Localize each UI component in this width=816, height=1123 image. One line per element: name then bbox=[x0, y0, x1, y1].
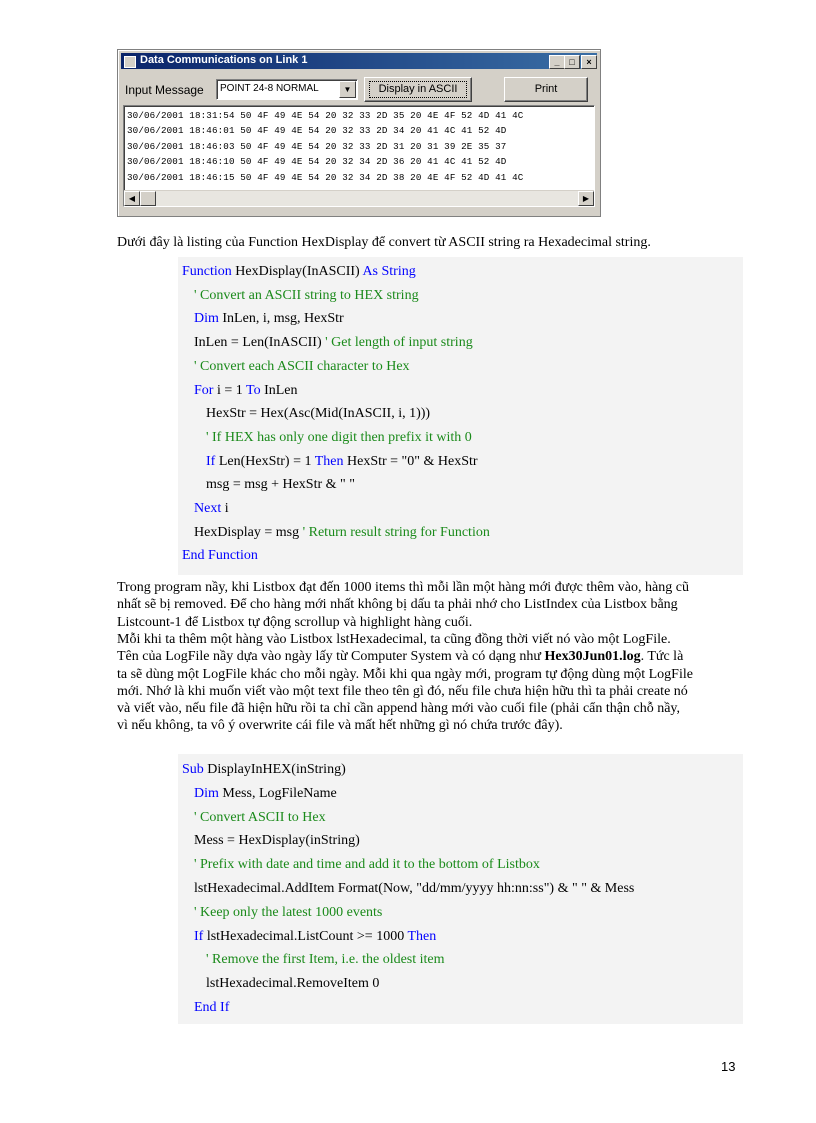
code-keyword: Sub bbox=[182, 762, 204, 777]
input-message-label: Input Message bbox=[125, 83, 204, 97]
code-keyword: Dim bbox=[194, 311, 219, 327]
page-number: 13 bbox=[721, 1059, 736, 1074]
code-comment: ' Convert ASCII to Hex bbox=[194, 809, 326, 825]
code-comment: ' If HEX has only one digit then prefix it with 0 bbox=[206, 429, 472, 445]
scroll-right-icon[interactable]: ▶ bbox=[578, 191, 594, 206]
code-line bbox=[206, 477, 355, 493]
display-in-ascii-button[interactable] bbox=[364, 77, 472, 102]
code-keyword: Function bbox=[182, 264, 232, 279]
code-line bbox=[182, 264, 416, 280]
code-line bbox=[194, 833, 360, 849]
code-line bbox=[206, 454, 478, 470]
code-line bbox=[182, 548, 258, 564]
code-line bbox=[194, 501, 229, 517]
input-message-combo[interactable] bbox=[216, 79, 358, 100]
scroll-left-icon[interactable]: ◀ bbox=[124, 191, 140, 206]
code-keyword: If bbox=[206, 453, 216, 469]
listbox-rows bbox=[127, 108, 523, 185]
code-keyword: Next bbox=[194, 501, 222, 516]
code-text: DisplayInHEX(inString) bbox=[203, 762, 346, 777]
code-text: HexDisplay = msg bbox=[194, 524, 303, 540]
code-text: HexStr = Hex(Asc(Mid(InASCII, i, 1))) bbox=[206, 406, 431, 422]
code-line bbox=[194, 857, 540, 873]
code-text: HexDisplay(InASCII) bbox=[231, 264, 363, 279]
code-comment: ' Prefix with date and time and add it to the bottom of Listbox bbox=[194, 857, 540, 873]
paragraph-line: mới. Nhớ là khi muốn viết vào một text file theo tên gì đó, nếu file chưa hiện hữu thì ta phải create nó bbox=[117, 683, 688, 699]
code-keyword: End If bbox=[194, 1000, 230, 1015]
intro-paragraph: Dưới đây là listing của Function HexDisplay để convert từ ASCII string ra Hexadecimal string. bbox=[117, 235, 651, 250]
code-text: HexStr = "0" & HexStr bbox=[343, 453, 478, 469]
print-button[interactable]: Print bbox=[504, 77, 588, 102]
code-line bbox=[182, 762, 346, 778]
code-line bbox=[206, 430, 472, 446]
combo-value: POINT 24-8 NORMAL bbox=[220, 83, 319, 94]
horizontal-scrollbar[interactable] bbox=[124, 190, 594, 206]
code-line bbox=[194, 525, 490, 541]
code-keyword: Then bbox=[407, 928, 437, 944]
list-item[interactable]: 30/06/2001 18:46:01 50 4F 49 4E 54 20 32 33 2D 34 20 41 4C 41 52 4D bbox=[127, 125, 507, 137]
maximize-button[interactable]: □ bbox=[564, 55, 580, 69]
vb-app-window bbox=[117, 49, 601, 217]
code-text: InLen = Len(InASCII) bbox=[194, 335, 326, 351]
code-text: lstHexadecimal.ListCount >= 1000 bbox=[203, 928, 408, 944]
code-line bbox=[194, 905, 382, 921]
display-in-ascii-label: Display in ASCII bbox=[369, 81, 467, 98]
code-keyword: End Function bbox=[182, 548, 258, 564]
close-button[interactable]: × bbox=[581, 55, 597, 69]
code-text: Len(HexStr) = 1 bbox=[215, 453, 315, 469]
code-text: lstHexadecimal.AddItem Format(Now, "dd/mm/yyyy hh:nn:ss") & " " & Mess bbox=[194, 881, 635, 896]
paragraph-text: . Tức là bbox=[640, 649, 684, 665]
code-block-hexdisplay bbox=[178, 257, 743, 575]
code-line bbox=[194, 288, 419, 304]
code-text: InLen, i, msg, HexStr bbox=[218, 311, 344, 327]
code-comment: ' Convert an ASCII string to HEX string bbox=[194, 287, 419, 303]
code-line bbox=[206, 952, 445, 968]
code-keyword: If bbox=[194, 928, 204, 944]
list-item[interactable]: 30/06/2001 18:31:54 50 4F 49 4E 54 20 32 33 2D 35 20 4E 4F 52 4D 41 4C bbox=[127, 110, 524, 121]
code-keyword: Dim bbox=[194, 785, 219, 801]
paragraph-line: Mỗi khi ta thêm một hàng vào Listbox lstHexadecimal, ta cũng đồng thời viết nó vào một LogFile. bbox=[117, 631, 671, 647]
list-item[interactable]: 30/06/2001 18:46:03 50 4F 49 4E 54 20 32 33 2D 31 20 31 39 2E 35 37 bbox=[127, 140, 507, 152]
code-line bbox=[194, 1000, 229, 1016]
code-line bbox=[194, 311, 344, 327]
code-line bbox=[194, 359, 410, 375]
code-line bbox=[194, 810, 326, 826]
paragraph-line: Listcount-1 để Listbox tự động scrollup và highlight hàng cuối. bbox=[117, 614, 473, 630]
code-line bbox=[206, 406, 430, 422]
code-text: msg = msg + HexStr & " " bbox=[206, 477, 355, 493]
code-text: lstHexadecimal.RemoveItem 0 bbox=[206, 976, 380, 992]
code-keyword: As String bbox=[362, 264, 416, 279]
code-comment: ' Remove the first Item, i.e. the oldest item bbox=[206, 952, 445, 968]
code-text: i = 1 bbox=[213, 382, 246, 398]
dropdown-arrow-icon[interactable]: ▼ bbox=[339, 81, 356, 98]
scroll-thumb[interactable] bbox=[140, 191, 156, 206]
paragraph-line bbox=[117, 648, 747, 665]
code-line bbox=[206, 976, 379, 992]
code-keyword: Then bbox=[314, 453, 344, 469]
paragraph-line: ta sẽ dùng một LogFile khác cho mỗi ngày. Mỗi khi qua ngày mới, program tự động dùng một LogFile bbox=[117, 666, 693, 682]
code-text: Mess = HexDisplay(inString) bbox=[194, 833, 360, 849]
code-block-displayinhex bbox=[178, 754, 743, 1024]
paragraph-line: nhất sẽ bị removed. Để cho hàng mới nhất không bị dấu ta phải nhớ cho ListIndex của Listbox bằng bbox=[117, 597, 678, 613]
list-item[interactable]: 30/06/2001 18:46:15 50 4F 49 4E 54 20 32 34 2D 38 20 4E 4F 52 4D 41 4C bbox=[127, 171, 524, 183]
app-icon bbox=[124, 56, 136, 68]
code-comment: ' Convert each ASCII character to Hex bbox=[194, 358, 410, 374]
code-comment: ' Keep only the latest 1000 events bbox=[194, 904, 383, 920]
window-title: Data Communications on Link 1 bbox=[140, 54, 308, 66]
code-line bbox=[194, 383, 298, 399]
code-line bbox=[194, 929, 436, 945]
code-text: Mess, LogFileName bbox=[218, 785, 337, 801]
list-item[interactable]: 30/06/2001 18:46:10 50 4F 49 4E 54 20 32 34 2D 36 20 41 4C 41 52 4D bbox=[127, 156, 507, 168]
paragraph-line: và viết vào, nếu file đã hiện hữu rồi ta chỉ cần append hàng mới vào cuối file (phải cẩn thận chỗ nầy, bbox=[117, 701, 680, 717]
code-text: i bbox=[221, 501, 229, 516]
code-comment: ' Return result string for Function bbox=[302, 524, 490, 540]
paragraph-line: vì nếu không, ta vô ý overwrite cái file và mất hết những gì nó chứa trước đây). bbox=[117, 718, 563, 734]
code-keyword: For bbox=[194, 382, 214, 398]
code-line bbox=[194, 881, 634, 897]
logfile-name-example: Hex30Jun01.log bbox=[544, 649, 641, 665]
minimize-button[interactable]: _ bbox=[549, 55, 565, 69]
code-keyword: To bbox=[246, 382, 261, 398]
code-line bbox=[194, 786, 337, 802]
code-text: InLen bbox=[260, 382, 298, 398]
window-titlebar bbox=[121, 53, 597, 69]
code-line bbox=[194, 335, 473, 351]
paragraph-line: Trong program nầy, khi Listbox đạt đến 1000 items thì mỗi lần một hàng mới được thêm vào, hàng cũ bbox=[117, 580, 689, 595]
code-comment: ' Get length of input string bbox=[325, 335, 473, 351]
paragraph-text: Tên của LogFile nầy dựa vào ngày lấy từ Computer System và có dạng như bbox=[117, 649, 545, 665]
hex-listbox[interactable] bbox=[123, 105, 595, 207]
